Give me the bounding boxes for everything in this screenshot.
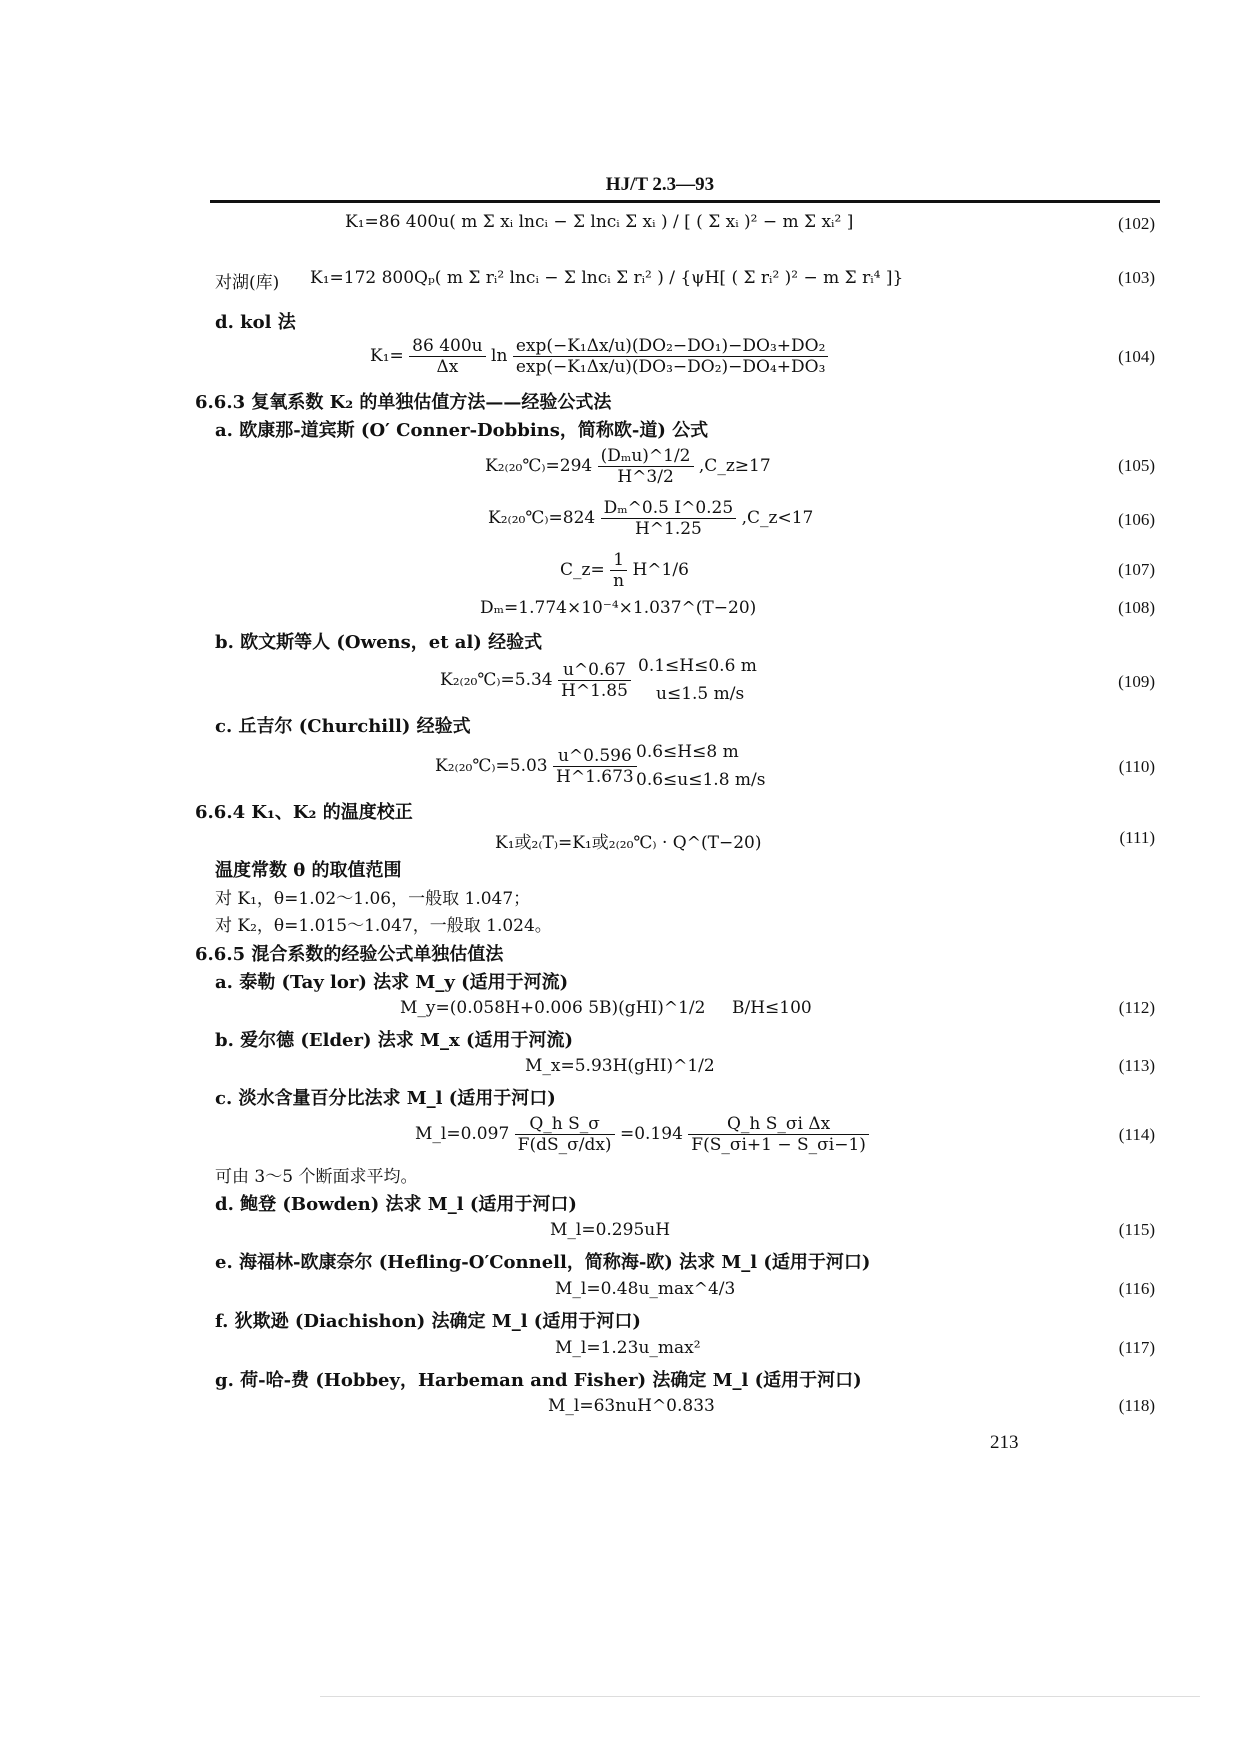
equation-107-numerator: 1 bbox=[610, 550, 627, 571]
item-b-elder: b. 爱尔德 (Elder) 法求 M_x (适用于河流) bbox=[215, 1030, 573, 1051]
equation-number-103: (103) bbox=[1118, 268, 1155, 287]
equation-number-114: (114) bbox=[1118, 1125, 1155, 1144]
section-6-6-4: 6.6.4 K₁、K₂ 的温度校正 bbox=[195, 802, 413, 823]
equation-114-mid: =0.194 bbox=[619, 1124, 683, 1144]
equation-number-113: (113) bbox=[1118, 1056, 1155, 1075]
equation-number-104: (104) bbox=[1118, 347, 1155, 366]
equation-number-115: (115) bbox=[1118, 1220, 1155, 1239]
equation-105-lhs: K₂₍₂₀℃₎=294 bbox=[485, 456, 593, 476]
temperature-k1-line: 对 K₁，θ=1.02～1.06，一般取 1.047； bbox=[215, 889, 531, 909]
equation-107-denominator: n bbox=[613, 571, 625, 591]
item-f-diachishon: f. 狄欺逊 (Diachishon) 法确定 M_l (适用于河口) bbox=[215, 1311, 641, 1332]
equation-number-118: (118) bbox=[1118, 1396, 1155, 1415]
item-c-churchill: c. 丘吉尔 (Churchill) 经验式 bbox=[215, 716, 471, 737]
item-d-bowden: d. 鲍登 (Bowden) 法求 M_l (适用于河口) bbox=[215, 1194, 577, 1215]
equation-106-denominator: H^1.25 bbox=[634, 519, 702, 539]
equation-107-lhs: C_z= bbox=[560, 560, 605, 580]
equation-number-106: (106) bbox=[1118, 510, 1155, 529]
item-e-hefling: e. 海福林-欧康奈尔 (Hefling-O′Connell，简称海-欧) 法求 M_l (适用于河口) bbox=[215, 1252, 871, 1273]
equation-106-condition: ,C_z<17 bbox=[741, 508, 814, 528]
equation-114-fraction-1 bbox=[515, 1114, 615, 1155]
equation-110-lhs: K₂₍₂₀℃₎=5.03 bbox=[435, 756, 548, 776]
equation-110-fraction bbox=[553, 746, 637, 787]
equation-104-denominator: exp(−K₁Δx/u)(DO₃−DO₂)−DO₄+DO₃ bbox=[515, 357, 826, 377]
section-6-6-5: 6.6.5 混合系数的经验公式单独估值法 bbox=[195, 944, 504, 965]
equation-110 bbox=[435, 746, 637, 787]
equation-110-condition-2: 0.6≤u≤1.8 m/s bbox=[636, 770, 766, 790]
equation-110-numerator: u^0.596 bbox=[553, 746, 637, 767]
equation-106-numerator: Dₘ^0.5 I^0.25 bbox=[601, 498, 737, 519]
equation-number-112: (112) bbox=[1118, 998, 1155, 1017]
equation-109-condition-1: 0.1≤H≤0.6 m bbox=[638, 656, 757, 676]
header-rule bbox=[210, 200, 1160, 203]
equation-104-lhs: K₁= bbox=[370, 346, 404, 366]
equation-106-fraction bbox=[601, 498, 737, 539]
equation-number-105: (105) bbox=[1118, 456, 1155, 475]
equation-106 bbox=[488, 498, 813, 539]
equation-104-coef-den: Δx bbox=[436, 357, 459, 377]
equation-114-lhs: M_l=0.097 bbox=[415, 1124, 510, 1144]
item-g-hobbey: g. 荷-哈-费 (Hobbey，Harbeman and Fisher) 法确定 M_l (适用于河口) bbox=[215, 1370, 862, 1391]
equation-109-condition-2: u≤1.5 m/s bbox=[656, 684, 745, 704]
equation-107-rhs: H^1/6 bbox=[632, 560, 689, 580]
equation-106-lhs: K₂₍₂₀℃₎=824 bbox=[488, 508, 596, 528]
equation-104-main-fraction bbox=[513, 336, 829, 377]
item-c-fresh-water: c. 淡水含量百分比法求 M_l (适用于河口) bbox=[215, 1088, 556, 1109]
equation-113: M_x=5.93H(gHI)^1/2 bbox=[525, 1056, 715, 1076]
equation-number-117: (117) bbox=[1118, 1338, 1155, 1357]
page-number: 213 bbox=[990, 1432, 1019, 1453]
equation-116: M_l=0.48u_max^4/3 bbox=[555, 1279, 736, 1299]
page-header: HJ/T 2.3—93 bbox=[605, 174, 715, 195]
equation-107 bbox=[560, 550, 689, 591]
equation-105 bbox=[485, 446, 771, 487]
equation-104-numerator: exp(−K₁Δx/u)(DO₂−DO₁)−DO₃+DO₂ bbox=[513, 336, 829, 357]
equation-109-denominator: H^1.85 bbox=[561, 681, 628, 701]
item-d-kol: d. kol 法 bbox=[215, 312, 296, 333]
equation-114-fraction-2-den: F(S_σi+1 − S_σi−1) bbox=[691, 1135, 866, 1155]
equation-114-fraction-2-num: Q_h S_σi Δx bbox=[688, 1114, 869, 1135]
equation-102: K₁=86 400u( m Σ xᵢ lncᵢ − Σ lncᵢ Σ xᵢ ) / [ ( Σ xᵢ )² − m Σ xᵢ² ] bbox=[345, 212, 854, 232]
item-a-oconner-dobbins: a. 欧康那-道宾斯 (O′ Conner-Dobbins，简称欧-道) 公式 bbox=[215, 420, 709, 441]
equation-115: M_l=0.295uH bbox=[550, 1220, 671, 1240]
equation-105-numerator: (Dₘu)^1/2 bbox=[598, 446, 694, 467]
temperature-k2-line: 对 K₂，θ=1.015～1.047，一般取 1.024。 bbox=[215, 916, 552, 936]
temperature-range-title: 温度常数 θ 的取值范围 bbox=[215, 860, 402, 881]
item-a-taylor: a. 泰勒 (Tay lor) 法求 M_y (适用于河流) bbox=[215, 972, 569, 993]
equation-109 bbox=[440, 660, 631, 701]
equation-104-coef-num: 86 400u bbox=[409, 336, 485, 357]
equation-number-110: (110) bbox=[1118, 757, 1155, 776]
equation-number-111: (111) bbox=[1119, 828, 1155, 847]
equation-105-denominator: H^3/2 bbox=[617, 467, 674, 487]
equation-number-108: (108) bbox=[1118, 598, 1155, 617]
equation-114-fraction-1-den: F(dS_σ/dx) bbox=[517, 1135, 612, 1155]
item-b-owens: b. 欧文斯等人 (Owens，et al) 经验式 bbox=[215, 632, 543, 653]
equation-110-condition-1: 0.6≤H≤8 m bbox=[636, 742, 739, 762]
equation-114-fraction-1-num: Q_h S_σ bbox=[515, 1114, 615, 1135]
equation-number-109: (109) bbox=[1118, 672, 1155, 691]
equation-105-fraction bbox=[598, 446, 694, 487]
equation-118: M_l=63nuH^0.833 bbox=[548, 1396, 715, 1416]
equation-109-fraction bbox=[558, 660, 631, 701]
equation-112-condition: B/H≤100 bbox=[732, 998, 812, 1018]
equation-103-prefix: 对湖(库) bbox=[215, 273, 280, 293]
equation-108: Dₘ=1.774×10⁻⁴×1.037^(T−20) bbox=[480, 598, 757, 618]
equation-112: M_y=(0.058H+0.006 5B)(gHI)^1/2 bbox=[400, 998, 706, 1018]
equation-114 bbox=[415, 1114, 869, 1155]
section-6-6-3: 6.6.3 复氧系数 K₂ 的单独估值方法——经验公式法 bbox=[195, 392, 612, 413]
equation-number-107: (107) bbox=[1118, 560, 1155, 579]
equation-111: K₁或₂₍T₎=K₁或₂₍₂₀℃₎ · Q^(T−20) bbox=[495, 833, 762, 853]
equation-114-fraction-2 bbox=[688, 1114, 869, 1155]
equation-109-numerator: u^0.67 bbox=[558, 660, 631, 681]
equation-109-lhs: K₂₍₂₀℃₎=5.34 bbox=[440, 670, 553, 690]
equation-105-condition: ,C_z≥17 bbox=[698, 456, 771, 476]
bottom-divider bbox=[320, 1696, 1200, 1697]
equation-number-116: (116) bbox=[1118, 1279, 1155, 1298]
equation-104-coef bbox=[409, 336, 485, 377]
equation-103: K₁=172 800Qₚ( m Σ rᵢ² lncᵢ − Σ lncᵢ Σ rᵢ² ) / {ψH[ ( Σ rᵢ² )² − m Σ rᵢ⁴ ]} bbox=[310, 268, 904, 288]
equation-number-102: (102) bbox=[1118, 214, 1155, 233]
average-note: 可由 3～5 个断面求平均。 bbox=[215, 1167, 418, 1187]
equation-110-denominator: H^1.673 bbox=[556, 767, 634, 787]
equation-107-fraction bbox=[610, 550, 627, 591]
equation-104 bbox=[370, 336, 828, 377]
equation-104-ln: ln bbox=[491, 346, 508, 366]
equation-117: M_l=1.23u_max² bbox=[555, 1338, 701, 1358]
